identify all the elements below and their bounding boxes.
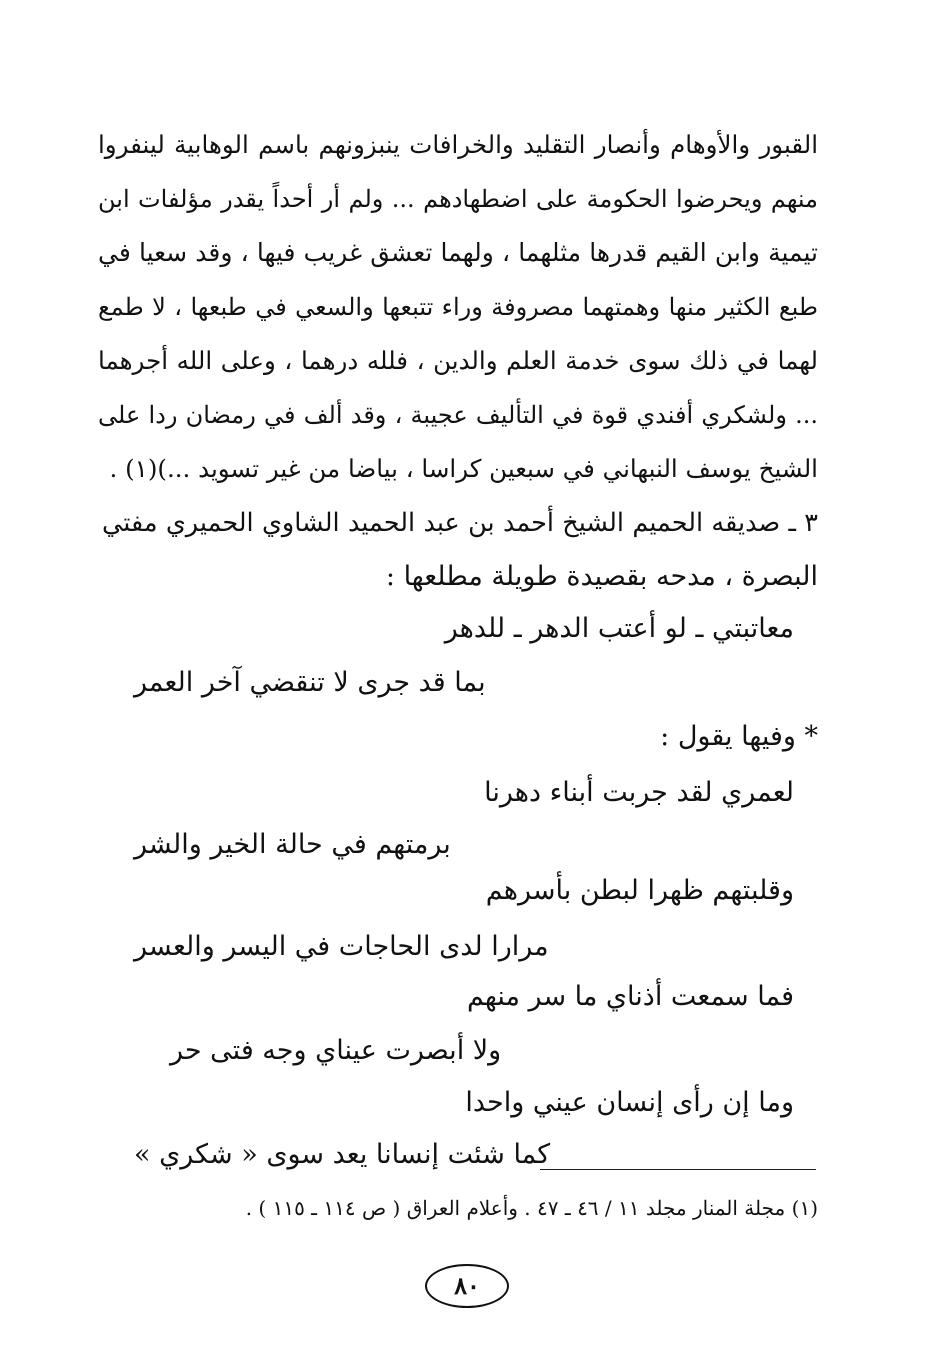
verse-line-3: وقلبتهم ظهرا لبطن بأسرهم [485, 875, 794, 906]
body-line-6: ... ولشكري أفندي قوة في التأليف عجيبة ، وقد ألف في رمضان ردا على [98, 401, 818, 429]
footnote-separator [540, 1169, 816, 1170]
verse-line-1: لعمري لقد جربت أبناء دهرنا [484, 777, 794, 808]
opening-verse-second-hemistich: بما قد جرى لا تنقضي آخر العمر [134, 667, 486, 698]
body-line-9: البصرة ، مدحه بقصيدة طويلة مطلعها : [385, 561, 818, 592]
verse-line-5: فما سمعت أذناي ما سر منهم [466, 981, 794, 1012]
verse-line-4: مرارا لدى الحاجات في اليسر والعسر [134, 931, 549, 962]
verse-line-6: ولا أبصرت عيناي وجه فتى حر [170, 1035, 502, 1066]
page-number: ٨٠ [425, 1264, 509, 1308]
body-line-2: منهم ويحرضوا الحكومة على اضطهادهم ... ولم أر أحداً يقدر مؤلفات ابن [98, 185, 818, 213]
footnote: (١) مجلة المنار مجلد ١١ / ٤٦ ـ ٤٧ . وأعلام العراق ( ص ١١٤ ـ ١١٥ ) . [245, 1196, 818, 1220]
verse-line-2: برمتهم في حالة الخير والشر [134, 829, 451, 860]
body-line-7: الشيخ يوسف النبهاني في سبعين كراسا ، بياضا من غير تسويد ...)(١) . [109, 454, 818, 483]
body-line-1: القبور والأوهام وأنصار التقليد والخرافات ينبزونهم باسم الوهابية لينفروا [98, 130, 818, 159]
opening-verse-first-hemistich: معاتبتي ـ لو أعتب الدهر ـ للدهر [444, 613, 794, 644]
body-line-8: ٣ ـ صديقه الحميم الشيخ أحمد بن عبد الحميد الشاوي الحميري مفتي [102, 508, 818, 538]
verse-line-8: كما شئت إنسانا يعد سوى « شكري » [134, 1139, 551, 1170]
verse-line-7: وما إن رأى إنسان عيني واحدا [465, 1087, 794, 1118]
body-line-3: تيمية وابن القيم قدرها مثلهما ، ولهما تعشق غريب فيها ، وقد سعيا في [98, 238, 818, 267]
poem-intro: * وفيها يقول : [660, 721, 818, 752]
body-line-5: لهما في ذلك سوى خدمة العلم والدين ، فلله درهما ، وعلى الله أجرهما [98, 346, 818, 375]
body-line-4: طبع الكثير منها وهمتهما مصروفة وراء تتبعها والسعي في طبعها ، لا طمع [98, 293, 818, 321]
